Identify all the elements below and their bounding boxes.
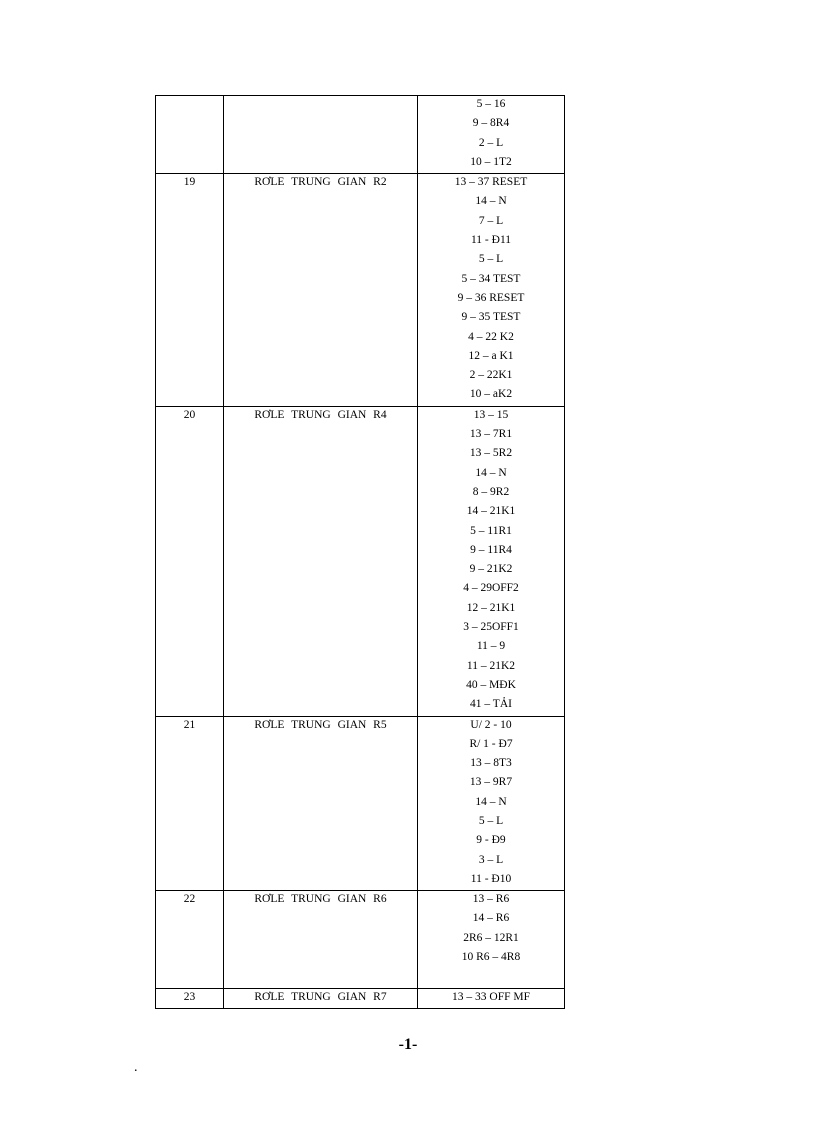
device-name-cell — [224, 891, 418, 988]
connection-item: 11 - Đ11 — [470, 234, 512, 247]
row-number: 21 — [183, 718, 196, 731]
footer-mark: . — [134, 1060, 138, 1075]
connection-item: 4 – 29OFF2 — [463, 582, 519, 595]
connection-item: 11 – 9 — [476, 640, 506, 653]
connections-cell — [418, 406, 565, 716]
connection-table — [155, 95, 565, 1009]
device-name-cell — [224, 96, 418, 174]
connection-item: 13 – 9R7 — [469, 776, 513, 789]
connection-item: 2 – L — [478, 136, 504, 149]
row-number: 20 — [183, 408, 196, 421]
row-number-cell — [156, 406, 224, 716]
connection-item: 11 – 21K2 — [466, 659, 516, 672]
page-number: -1- — [398, 1036, 418, 1053]
connection-item: 9 – 35 TEST — [461, 311, 521, 324]
table-body — [156, 96, 565, 1009]
connection-item: 9 – 11R4 — [470, 543, 512, 556]
connection-item: 10 – 1T2 — [470, 155, 512, 168]
connection-item: 13 – 37 RESET — [454, 176, 528, 189]
connection-item: 3 – L — [478, 853, 504, 866]
connections-cell — [418, 988, 565, 1008]
connection-item: 40 – MĐK — [466, 678, 516, 691]
connection-item: 13 – 15 — [473, 408, 509, 421]
table-row — [156, 406, 565, 716]
connection-item: 13 – 33 OFF MF — [452, 990, 530, 1003]
connection-item: U/ 2 - 10 — [470, 718, 512, 731]
connection-item: 11 - Đ10 — [470, 872, 512, 885]
row-number: 19 — [183, 176, 196, 189]
connection-item: 2R6 – 12R1 — [463, 931, 519, 944]
connections-cell — [418, 716, 565, 891]
connection-item: 13 – 8T3 — [470, 757, 512, 770]
connections-cell — [418, 891, 565, 988]
row-number-cell — [156, 988, 224, 1008]
connections-cell — [418, 96, 565, 174]
connection-item: 14 – 21K1 — [466, 505, 516, 518]
row-number-cell — [156, 716, 224, 891]
connections-cell — [418, 174, 565, 407]
table-row — [156, 891, 565, 988]
device-name: RƠLE TRUNG GIAN R6 — [254, 893, 387, 906]
connection-item: 41 – TẢI — [470, 698, 512, 711]
row-number-cell — [156, 96, 224, 174]
connection-item: 8 – 9R2 — [472, 485, 510, 498]
connection-item: 9 - Đ9 — [476, 834, 506, 847]
connection-item: 10 R6 – 4R8 — [461, 951, 521, 964]
table-row — [156, 174, 565, 407]
connection-item: 7 – L — [478, 214, 504, 227]
connection-item: 5 – 34 TEST — [461, 272, 521, 285]
connection-item: 14 – N — [475, 466, 507, 479]
row-number: 23 — [183, 990, 196, 1003]
connection-item: 13 – R6 — [472, 893, 510, 906]
device-name-cell — [224, 174, 418, 407]
table-row — [156, 716, 565, 891]
connection-item: 9 – 21K2 — [469, 563, 513, 576]
device-name: RƠLE TRUNG GIAN R5 — [254, 718, 387, 731]
connection-item: 4 – 22 K2 — [468, 330, 514, 343]
device-name: RƠLE TRUNG GIAN R4 — [254, 408, 387, 421]
table-row — [156, 988, 565, 1008]
connection-item: 3 – 25OFF1 — [463, 621, 519, 634]
device-name-cell — [224, 406, 418, 716]
connection-item: 5 – 11R1 — [470, 524, 512, 537]
connection-item: 5 – L — [478, 814, 504, 827]
device-name-cell — [224, 988, 418, 1008]
connection-item: 12 – a K1 — [468, 349, 514, 362]
connection-item: 12 – 21K1 — [466, 601, 516, 614]
connection-item: 10 – aK2 — [469, 388, 513, 401]
row-number: 22 — [183, 893, 196, 906]
connection-item: 9 – 8R4 — [472, 117, 510, 130]
device-name: RƠLE TRUNG GIAN R7 — [254, 990, 387, 1003]
connection-item: 14 – N — [475, 795, 507, 808]
connection-item: 13 – 5R2 — [469, 447, 513, 460]
table-row — [156, 96, 565, 174]
connection-item: 14 – R6 — [472, 912, 510, 925]
row-number — [156, 96, 223, 115]
connection-item: 13 – 7R1 — [469, 428, 513, 441]
connection-item: 5 – L — [478, 253, 504, 266]
device-name — [224, 96, 417, 115]
connection-item — [418, 968, 564, 987]
connection-item: 9 – 36 RESET — [457, 291, 525, 304]
connection-item: 14 – N — [475, 195, 507, 208]
connection-item: 5 – 16 — [476, 98, 506, 110]
device-name-cell — [224, 716, 418, 891]
connection-item: R/ 1 - Đ7 — [469, 737, 513, 750]
device-name: RƠLE TRUNG GIAN R2 — [254, 176, 387, 189]
row-number-cell — [156, 174, 224, 407]
connection-item: 2 – 22K1 — [469, 369, 513, 382]
row-number-cell — [156, 891, 224, 988]
